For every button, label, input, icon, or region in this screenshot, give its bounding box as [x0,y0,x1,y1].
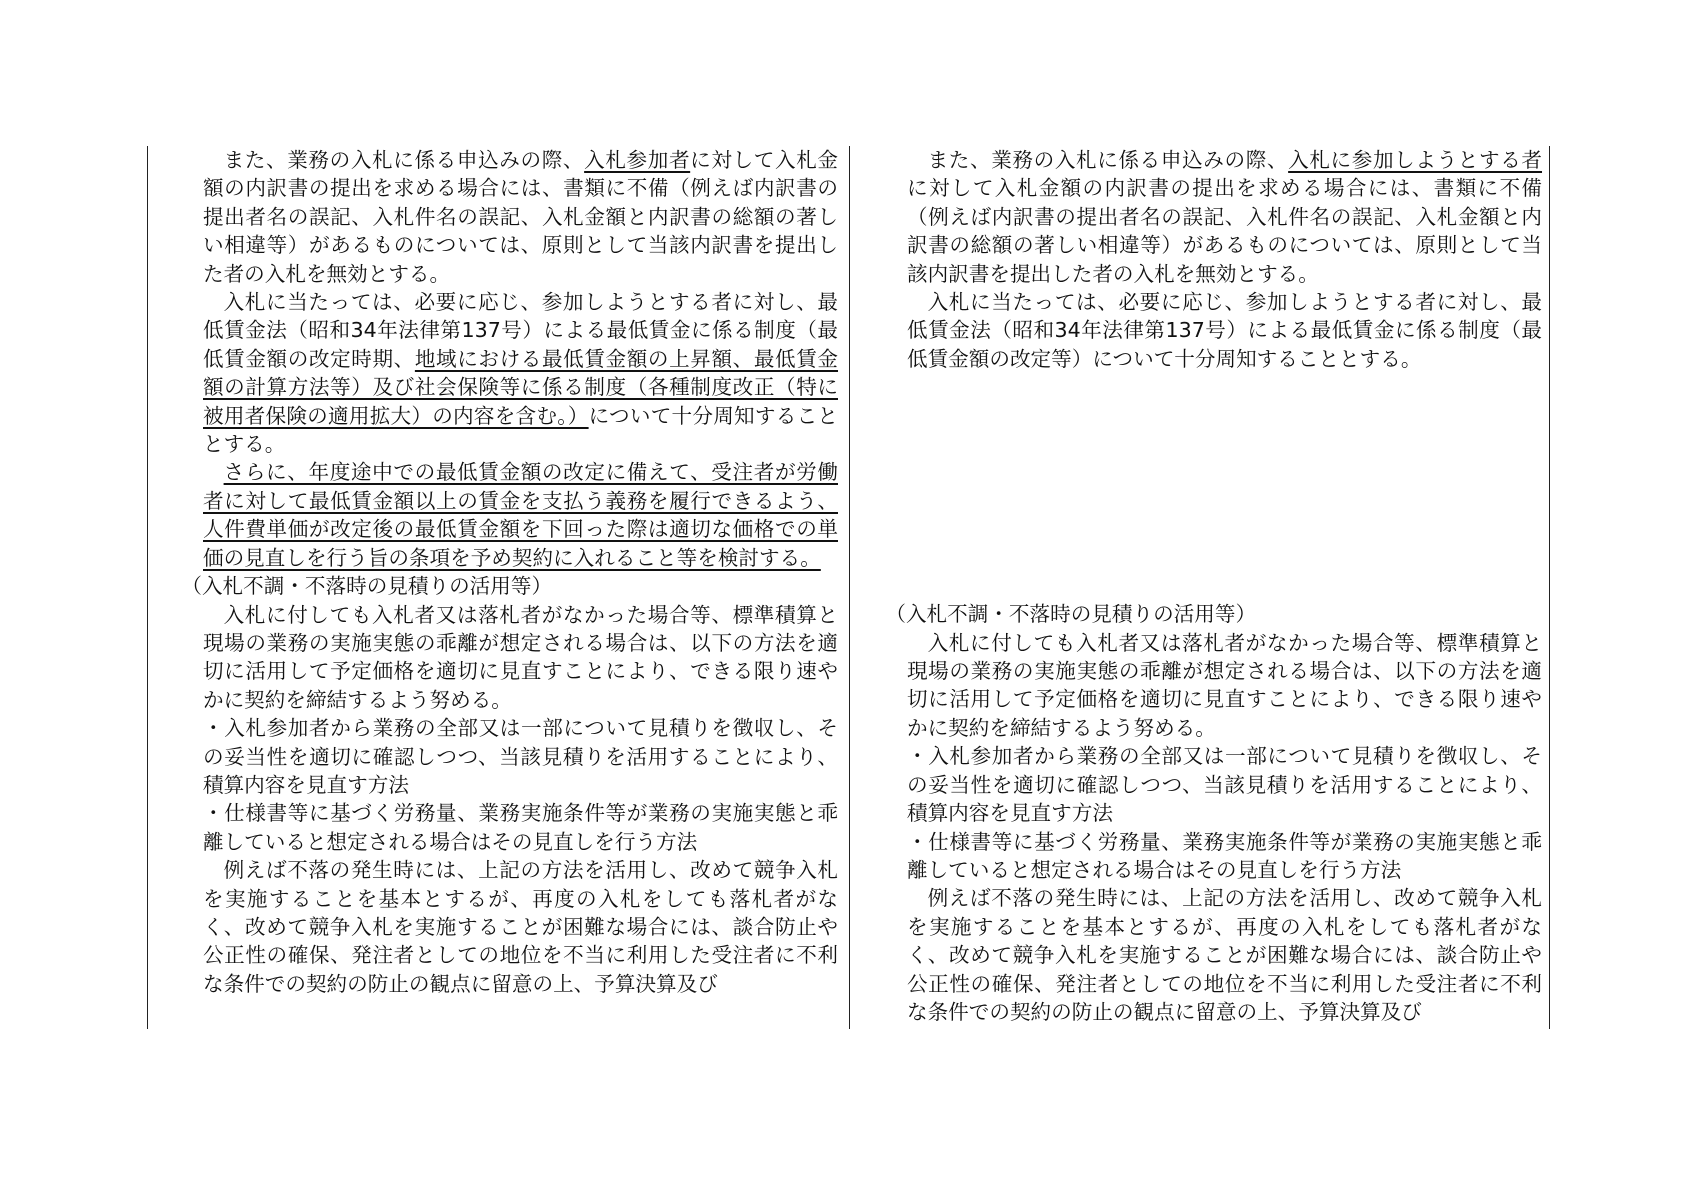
left-bullet-specification: ・仕様書等に基づく労務量、業務実施条件等が業務の実施実態と乖離していると想定される場合はその見直しを行う方法 [203,801,838,854]
underlined-amendment: さらに、年度途中での最低賃金額の改定に備えて、受注者が労働者に対して最低賃金額以上の賃金を支払う義務を履行できるよう、人件費単価が改定後の最低賃金額を下回った際は適切な価格での単価の見直しを行う旨の条項を予め契約に入れること等を検討する。 [203,460,838,570]
table-left-border [147,146,148,1029]
right-paragraph-bid-breakdown: また、業務の入札に係る申込みの際、入札に参加しようとする者に対して入札金額の内訳書の提出を求める場合には、書類に不備（例えば内訳書の提出者名の誤記、入札件名の誤記、入札金額と内訳書の総額の著しい相違等）があるものについては、原則として当該内訳書を提出した者の入札を無効とする。 [907,148,1543,286]
right-section-heading: （入札不調・不落時の見積りの活用等） [885,602,1257,627]
right-paragraph-unsuccessful-bid: 入札に付しても入札者又は落札者がなかった場合等、標準積算と現場の業務の実施実態の乖離が想定される場合は、以下の方法を適切に活用して予定価格を適切に見直すことにより、できる限り速やかに契約を締結するよう努める。 [907,630,1542,740]
column-divider [849,146,850,1029]
right-blank-space [907,373,1542,600]
underlined-amendment: 入札参加者 [584,148,691,172]
right-bullet-estimate: ・入札参加者から業務の全部又は一部について見積りを徴収し、その妥当性を適切に確認しつつ、当該見積りを活用することにより、積算内容を見直す方法 [907,744,1542,826]
underlined-original: 入札に参加しようとする者 [1288,148,1543,172]
left-section-heading: （入札不調・不落時の見積りの活用等） [181,574,553,599]
left-paragraph-unsuccessful-bid: 入札に付しても入札者又は落札者がなかった場合等、標準積算と現場の業務の実施実態の乖離が想定される場合は、以下の方法を適切に活用して予定価格を適切に見直すことにより、できる限り速やかに契約を締結するよう努める。 [203,602,838,712]
left-paragraph-minimum-wage: 入札に当たっては、必要に応じ、参加しようとする者に対し、最低賃金法（昭和34年法律第137号）による最低賃金に係る制度（最低賃金額の改定時期、地域における最低賃金額の上昇額、最低賃金額の計算方法等）及び社会保険等に係る制度（各種制度改正（特に被用者保険の適用拡大）の内容を含む。）について十分周知することとする。 [203,290,839,457]
right-paragraph-minimum-wage: 入札に当たっては、必要に応じ、参加しようとする者に対し、最低賃金法（昭和34年法律第137号）による最低賃金に係る制度（最低賃金額の改定等）について十分周知することとする。 [907,290,1542,371]
left-paragraph-example: 例えば不落の発生時には、上記の方法を活用し、改めて競争入札を実施することを基本とするが、再度の入札をしても落札者がなく、改めて競争入札を実施することが困難な場合には、談合防止や公正性の確保、発注者としての地位を不当に利用した受注者に不利な条件での契約の防止の観点に留意の上、予算決算及び [203,858,838,996]
table-right-border [1549,146,1550,1029]
left-bullet-estimate: ・入札参加者から業務の全部又は一部について見積りを徴収し、その妥当性を適切に確認しつつ、当該見積りを活用することにより、積算内容を見直す方法 [203,716,838,797]
right-column [885,146,1543,1026]
left-paragraph-bid-breakdown: また、業務の入札に係る申込みの際、入札参加者に対して入札金額の内訳書の提出を求める場合には、書類に不備（例えば内訳書の提出者名の誤記、入札件名の誤記、入札金額と内訳書の総額の著しい相違等）があるものについては、原則として当該内訳書を提出した者の入札を無効とする。 [203,148,839,286]
right-bullet-specification: ・仕様書等に基づく労務量、業務実施条件等が業務の実施実態と乖離していると想定される場合はその見直しを行う方法 [907,829,1542,882]
right-paragraph-example: 例えば不落の発生時には、上記の方法を活用し、改めて競争入札を実施することを基本とするが、再度の入札をしても落札者がなく、改めて競争入札を実施することが困難な場合には、談合防止や公正性の確保、発注者としての地位を不当に利用した受注者に不利な条件での契約の防止の観点に留意の上、予算決算及び [907,886,1542,1024]
left-paragraph-mid-year-revision [203,458,838,572]
underlined-amendment: 地域における最低賃金額の上昇額、最低賃金額の計算方法等）及び社会保険等に係る制度（各種制度改正（特に被用者保険の適用拡大）の内容を含む。） [203,346,839,428]
left-column [181,146,839,998]
